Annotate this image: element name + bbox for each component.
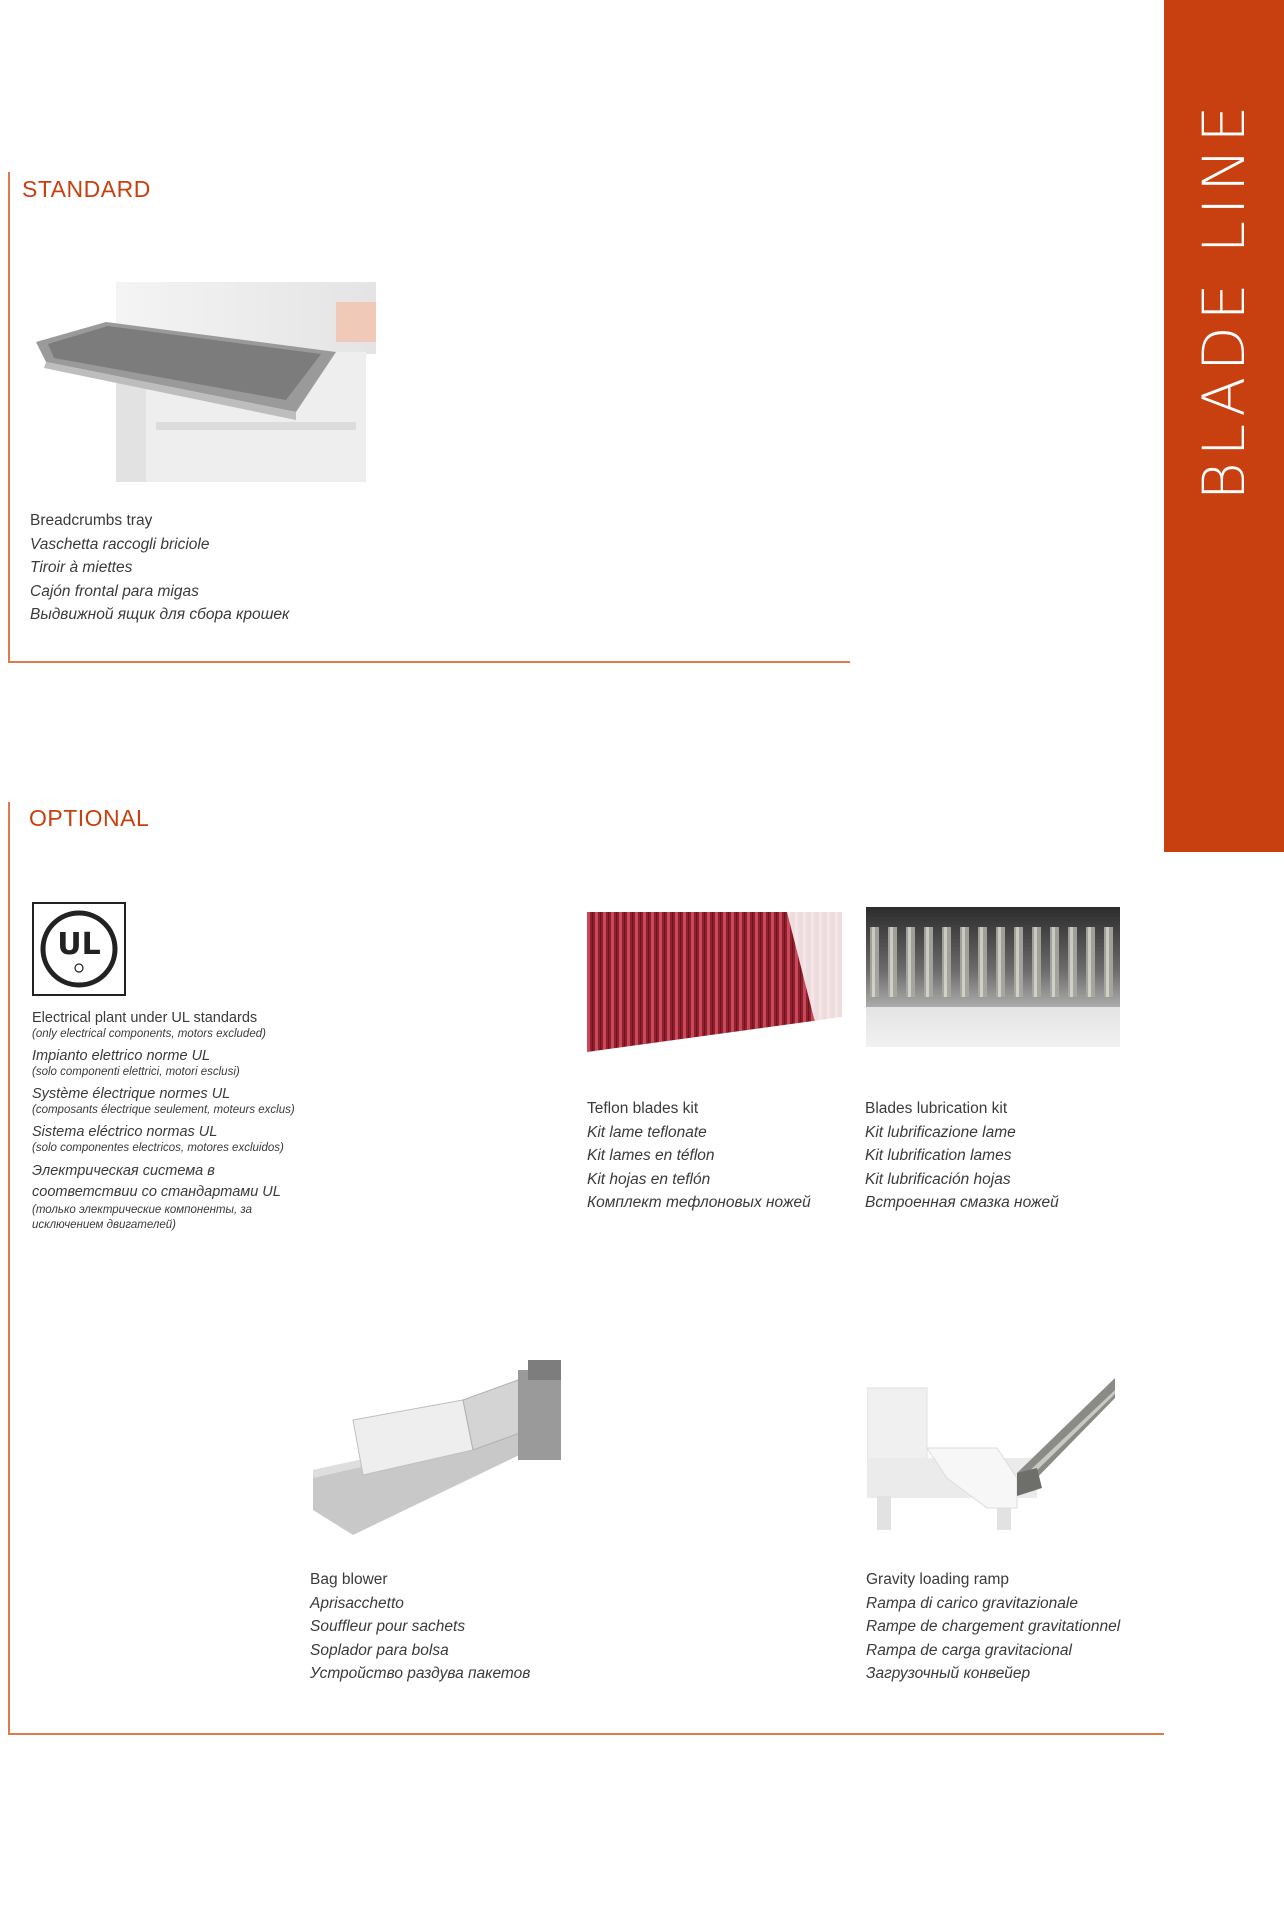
optional-bottom-rule (8, 1733, 1164, 1735)
caption-note: (только электрические компоненты, за исключением двигателей) (32, 1204, 252, 1231)
ul-caption (32, 1009, 322, 1233)
caption-line: Breadcrumbs tray (30, 512, 153, 529)
blades-lubrication-image (866, 907, 1120, 1047)
teflon-blades-caption (587, 1097, 811, 1215)
caption-note: (only electrical components, motors excluded) (32, 1028, 266, 1040)
caption-line: Sistema eléctrico normas UL (32, 1124, 218, 1140)
caption-line: Устройство раздува пакетов (310, 1665, 531, 1682)
caption-line: Bag blower (310, 1571, 388, 1588)
caption-line: Blades lubrication kit (865, 1100, 1008, 1117)
standard-left-rule (8, 172, 10, 663)
caption-note: (solo componenti elettrici, motori esclusi) (32, 1066, 240, 1078)
caption-line: Встроенная смазка ножей (865, 1194, 1059, 1211)
caption-line: Kit hojas en teflón (587, 1170, 711, 1188)
caption-line: Tiroir à miettes (30, 559, 133, 576)
caption-line: Vaschetta raccogli briciole (30, 535, 210, 553)
sidebar-tab (1164, 0, 1284, 852)
standard-bottom-rule (8, 661, 850, 663)
gravity-ramp-image (867, 1378, 1115, 1530)
breadcrumbs-tray-image (36, 282, 386, 482)
ul-logo (32, 902, 126, 996)
caption-line: Cajón frontal para migas (30, 582, 199, 600)
optional-title: OPTIONAL (29, 805, 150, 831)
caption-line: Выдвижной ящик для сбора крошек (30, 606, 290, 623)
caption-line: Rampa di carico gravitazionale (866, 1594, 1078, 1612)
caption-line: Kit lubrificazione lame (865, 1123, 1016, 1141)
bag-blower-image (313, 1360, 561, 1535)
caption-line: Загрузочный конвейер (866, 1665, 1031, 1682)
bag-blower-caption (310, 1568, 530, 1686)
caption-line: Système électrique normes UL (32, 1086, 231, 1102)
caption-note: (composants électrique seulement, moteurs exclus) (32, 1104, 295, 1116)
caption-line: Gravity loading ramp (866, 1571, 1010, 1588)
caption-line: Teflon blades kit (587, 1100, 699, 1117)
caption-line: Aprisacchetto (310, 1594, 404, 1612)
gravity-ramp-caption (866, 1568, 1120, 1686)
caption-line: Rampa de carga gravitacional (866, 1641, 1072, 1659)
caption-line: Souffleur pour sachets (310, 1618, 466, 1635)
caption-line: Комплект тефлоновых ножей (587, 1194, 811, 1211)
teflon-blades-image (587, 912, 842, 1052)
blades-lubrication-caption (865, 1097, 1059, 1215)
caption-note: (solo componentes electricos, motores excluidos) (32, 1142, 284, 1154)
caption-line: Kit lame teflonate (587, 1123, 707, 1141)
caption-line: Электрическая система в соответствии со стандартами UL (32, 1163, 281, 1200)
caption-line: Kit lubrificación hojas (865, 1170, 1011, 1188)
caption-line: Electrical plant under UL standards (32, 1010, 258, 1026)
caption-line: Kit lames en téflon (587, 1147, 715, 1164)
caption-line: Kit lubrification lames (865, 1147, 1012, 1164)
sidebar-title: BLADE LINE (1190, 99, 1258, 501)
caption-line: Rampe de chargement gravitationnel (866, 1618, 1121, 1635)
standard-title: STANDARD (22, 176, 151, 202)
breadcrumbs-tray-caption (30, 509, 289, 627)
caption-line: Soplador para bolsa (310, 1641, 449, 1659)
optional-left-rule (8, 802, 10, 1735)
ul-logo-text: UL (57, 927, 101, 962)
caption-line: Impianto elettrico norme UL (32, 1048, 211, 1064)
